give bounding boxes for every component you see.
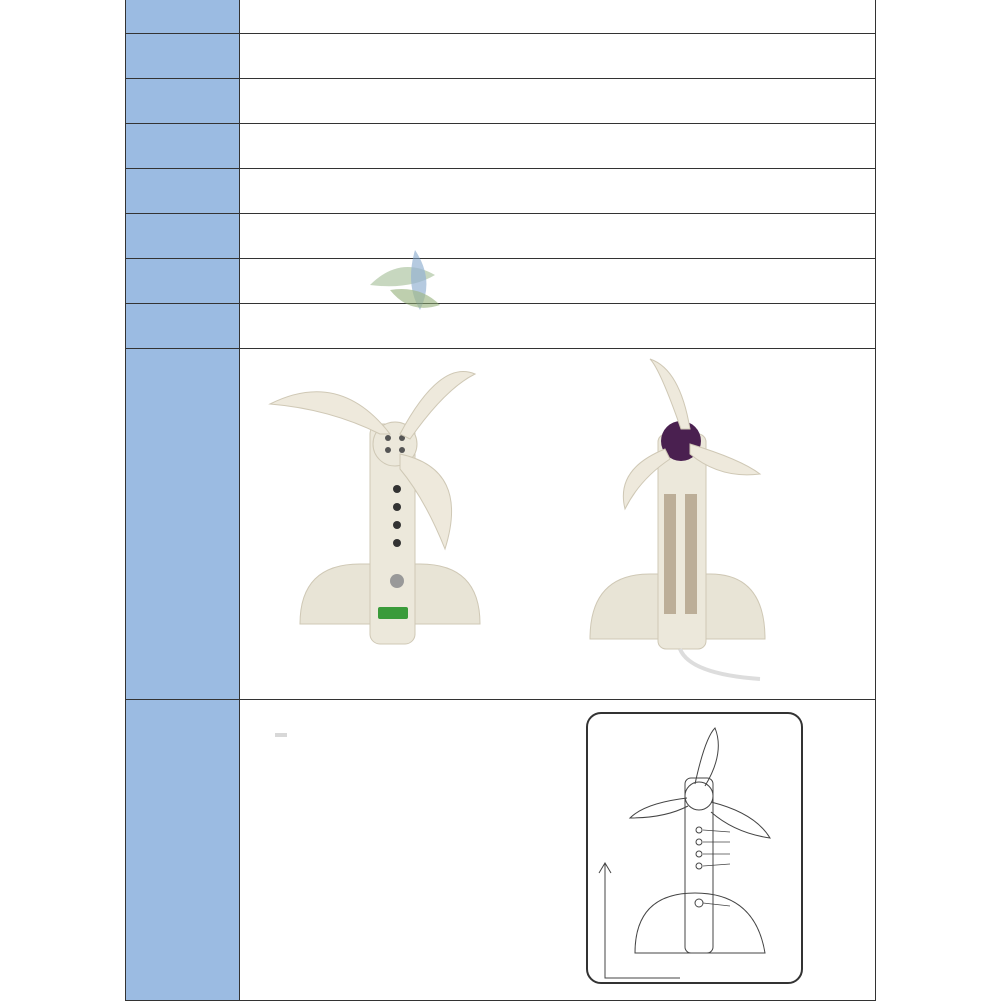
spec-label [126,124,240,169]
spec-row [126,0,876,34]
spec-label [126,34,240,79]
product-photos [240,349,876,700]
sensor-front-photo [270,372,480,645]
spec-label [126,304,240,349]
diagram-row-label [126,700,240,1001]
brand-watermark [360,245,560,320]
spec-label [126,79,240,124]
product-photo-image [240,349,870,694]
spec-row [126,79,876,124]
spec-table [125,0,876,1001]
sensor-back-photo [590,359,765,679]
spec-label [126,259,240,304]
spec-row [126,34,876,79]
spec-label [126,0,240,34]
spec-label [126,214,240,259]
photo-row [126,349,876,700]
spec-row [126,124,876,169]
photo-row-label [126,349,240,700]
spec-row [126,169,876,214]
spec-value [240,169,876,214]
spec-value [240,34,876,79]
spec-label [126,169,240,214]
diagram-row [126,700,876,1001]
spec-value [240,0,876,34]
diagram-title [275,733,287,737]
structure-drawing [585,708,805,993]
spec-value [240,79,876,124]
spec-value [240,124,876,169]
structure-diagram [240,700,876,1001]
